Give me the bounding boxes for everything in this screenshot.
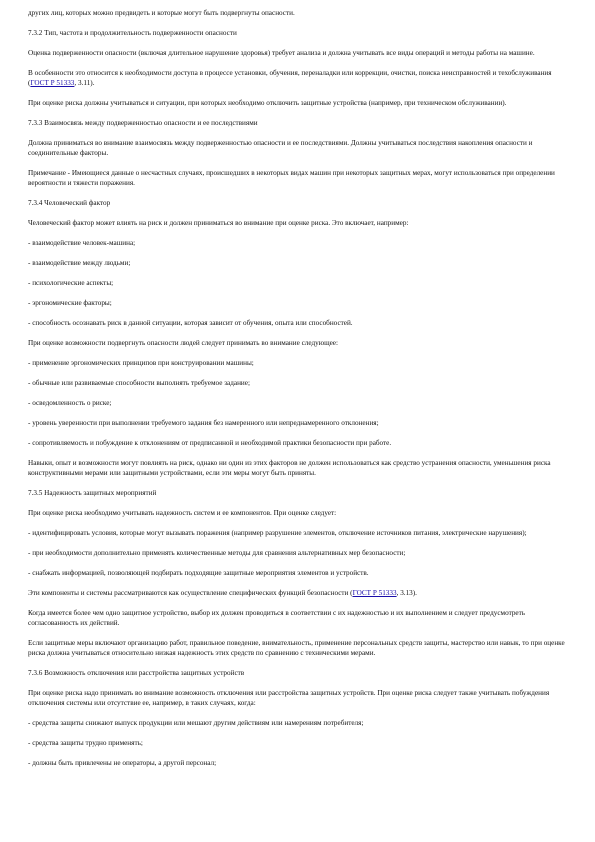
list-item: - снабжать информацией, позволяющей подбирать подходящие защитные мероприятия элементов и устройств. bbox=[28, 569, 369, 577]
list-item: - применение эргономических принципов при конструировании машины; bbox=[28, 359, 254, 367]
paragraph: Если защитные меры включают организацию работ, правильное поведение, внимательность, применение персональных средств защиты, мастерство или навык, то при оценке риска должна учитываться относительно низкая надежность этих средств по сравнению с техническими мерами. bbox=[28, 639, 565, 657]
text: , 3.13). bbox=[396, 589, 417, 597]
text: Эти компоненты и системы рассматриваются как осуществление специфических функций безопасности ( bbox=[28, 589, 353, 597]
list-item: - обычные или развиваемые способности выполнять требуемое задание; bbox=[28, 379, 250, 387]
list-item: - психологические аспекты; bbox=[28, 279, 114, 287]
list-item: - при необходимости дополнительно применять количественные методы для сравнения альтернативных мер безопасности; bbox=[28, 549, 406, 557]
text: , 3.11). bbox=[74, 79, 95, 87]
gost-link[interactable]: ГОСТ Р 51333 bbox=[352, 589, 397, 597]
section-heading-7-3-4: 7.3.4 Человеческий фактор bbox=[28, 199, 111, 207]
paragraph bbox=[28, 588, 565, 598]
paragraph: Когда имеется более чем одно защитное устройство, выбор их должен проводиться в соответствии с их надежностью и их выполнением и следует предусмотреть согласованность их действий. bbox=[28, 609, 526, 627]
list-item: - сопротивляемость и побуждение к отклонениям от предписанной и необходимой практики безопасности при работе. bbox=[28, 439, 392, 447]
section-heading-7-3-6: 7.3.6 Возможность отключения или расстройства защитных устройств bbox=[28, 669, 245, 677]
text: В особенности это относится к необходимости доступа в процессе установки, обучения, переналадки или коррекции, очистки, поиска неисправностей и техобслуживания ( bbox=[28, 69, 552, 87]
list-item: - взаимодействие между людьми; bbox=[28, 259, 131, 267]
section-heading-7-3-2: 7.3.2 Тип, частота и продолжительность подверженности опасности bbox=[28, 29, 237, 37]
list-item: - осведомленность о риске; bbox=[28, 399, 112, 407]
list-item: - должны быть привлечены не операторы, а другой персонал; bbox=[28, 759, 217, 767]
section-heading-7-3-3: 7.3.3 Взаимосвязь между подверженностью опасности и ее последствиями bbox=[28, 119, 258, 127]
paragraph: При оценке риска необходимо учитывать надежность систем и ее компонентов. При оценке следует: bbox=[28, 509, 337, 517]
list-item: - идентифицировать условия, которые могут вызывать поражения (например разрушение элементов, отключение источников питания, электрические нарушения); bbox=[28, 529, 527, 537]
paragraph: Навыки, опыт и возможности могут повлиять на риск, однако ни один из этих факторов не должен использоваться как средство устранения опасности, уменьшения риска конструктивными мерами или защитными устройствами, если эти меры могут быть приняты. bbox=[28, 459, 551, 477]
list-item: - средства защиты трудно применять; bbox=[28, 739, 143, 747]
list-item: - уровень уверенности при выполнении требуемого задания без намеренного или непреднамеренного отклонения; bbox=[28, 419, 379, 427]
note-paragraph: Примечание - Имеющиеся данные о несчастных случаях, происшедших в некоторых видах машин при некоторых защитных мерах, могут использоваться при определении вероятности и тяжести поражения. bbox=[28, 169, 555, 187]
paragraph: При оценке риска надо принимать во внимание возможность отключения или расстройства защитных устройств. При оценке риска следует также учитывать побуждения отключения системы или отсутствие ее, например, в таких случаях, когда: bbox=[28, 689, 550, 707]
paragraph: Человеческий фактор может влиять на риск и должен приниматься во внимание при оценке риска. Это включает, например: bbox=[28, 219, 409, 227]
section-heading-7-3-5: 7.3.5 Надежность защитных мероприятий bbox=[28, 489, 157, 497]
list-item: - средства защиты снижают выпуск продукции или мешают другим действиям или намерениям потребителя; bbox=[28, 719, 364, 727]
paragraph: Должна приниматься во внимание взаимосвязь между подверженностью опасности и ее последствиями. Должны учитываться последствия накопления опасности и соединительные факторы. bbox=[28, 139, 533, 157]
list-item: - способность осознавать риск в данной ситуации, которая зависит от обучения, опыта или способностей. bbox=[28, 319, 353, 327]
paragraph: При оценке возможности подвергнуть опасности людей следует принимать во внимание следующее: bbox=[28, 339, 338, 347]
paragraph: При оценке риска должны учитываться и ситуации, при которых необходимо отключить защитные устройства (например, при техническом обслуживании). bbox=[28, 99, 507, 107]
list-item: - эргономические факторы; bbox=[28, 299, 112, 307]
paragraph: других лиц, которых можно предвидеть и которые могут быть подвергнуты опасности. bbox=[28, 9, 295, 17]
list-item: - взаимодействие человек-машина; bbox=[28, 239, 136, 247]
paragraph: Оценка подверженности опасности (включая длительное нарушение здоровья) требует анализа и должна учитывать все виды операций и методы работы на машине. bbox=[28, 49, 535, 57]
gost-link[interactable]: ГОСТ Р 51333 bbox=[30, 79, 75, 87]
paragraph bbox=[28, 68, 565, 88]
